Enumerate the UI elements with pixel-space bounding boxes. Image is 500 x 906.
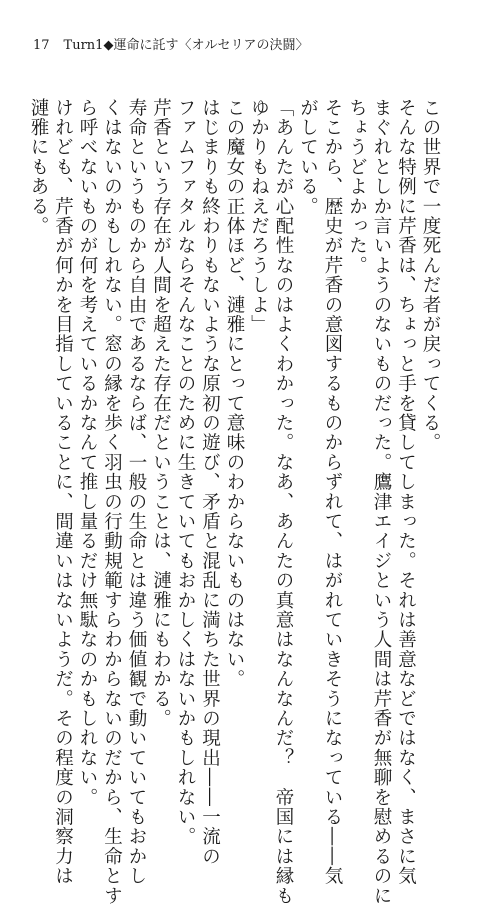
text-line: 「あんたが心配性なのはよくわかった。なあ、あんたの真意はなんなんだ？ 帝国には縁も	[273, 98, 294, 906]
text-line: くはないのかもしれない。窓の縁を歩く羽虫の行動規範すらわからないのだから、生命とす	[101, 98, 123, 906]
body-text	[26, 98, 443, 906]
page-number: 17	[33, 38, 50, 53]
text-line: ら呼べないものが何を考えているかなんて推し量るだけ無駄なのかもしれない。	[77, 98, 98, 808]
text-line: この魔女の正体ほど、漣雅にとって意味のわからないものはない。	[224, 98, 245, 689]
text-line: ちょうどよかった。	[346, 98, 368, 276]
text-line: 漣雅にもある。	[28, 98, 49, 236]
text-line: まぐれとしか言いようのないものだった。鷹津エイジという人間は芹香が無聊を慰めるのに	[371, 98, 392, 906]
text-line: 寿命というものから自由であるならば、一般の生命とは違う価値観で動いていてもおかし	[126, 98, 147, 886]
text-line: そこから、歴史が芹香の意図するものからずれて、はがれていきそうになっている――気	[322, 98, 343, 886]
text-line: 芹香という存在が人間を超えた存在だということは、漣雅にもわかる。	[150, 98, 172, 729]
text-line: はじまりも終わりもないような原初の遊び、矛盾と混乱に満ちた世界の現出――一流の	[199, 98, 221, 867]
text-line: そんな特例に芹香は、ちょっと手を貸してしまった。それは善意などではなく、まさに気	[395, 98, 417, 886]
running-header	[33, 38, 308, 54]
text-line: この世界で一度死んだ者が戻ってくる。	[420, 98, 441, 453]
text-line: けれども、芹香が何かを目指していることに、間違いはないようだ。その程度の洞察力は	[52, 98, 74, 886]
text-line: ファムファタルならそんなことのために生きていてもおかしくはないかもしれない。	[175, 98, 196, 847]
text-line: ゆかりもねえだろうしよ」	[248, 98, 270, 335]
running-title: Turn1◆運命に託す〈オルセリアの決闘〉	[63, 38, 309, 53]
text-line: がしている。	[297, 98, 319, 217]
